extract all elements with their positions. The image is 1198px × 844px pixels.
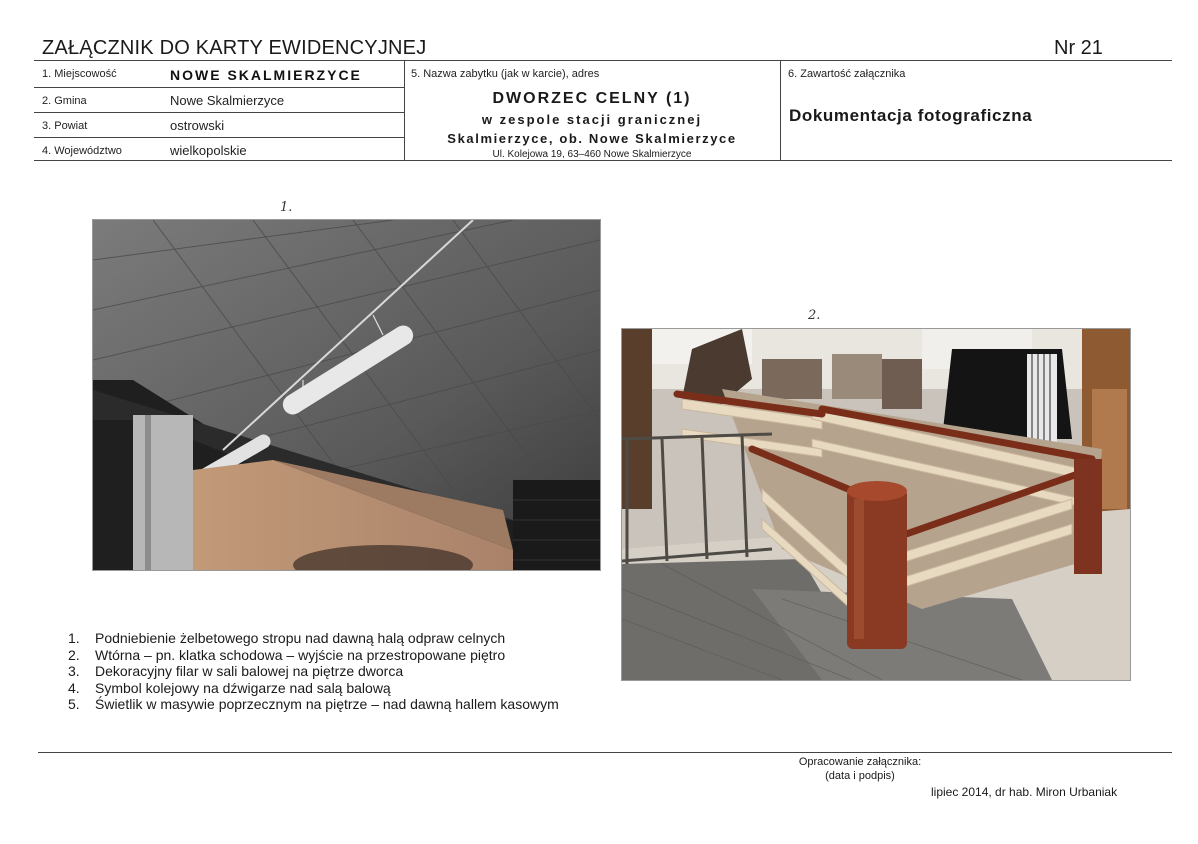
- caption-item: 3. Dekoracyjny filar w sali balowej na piętrze dworca: [68, 663, 404, 679]
- footer-divider: [38, 752, 1172, 753]
- field-miejscowosc-label: 1. Miejscowość: [42, 68, 117, 80]
- monument-address: Ul. Kolejowa 19, 63–460 Nowe Skalmierzyce: [492, 149, 692, 160]
- attachment-number: Nr 21: [1054, 37, 1103, 59]
- field-miejscowosc-value: NOWE SKALMIERZYCE: [170, 67, 362, 83]
- date-signature-label: (data i podpis): [825, 770, 895, 782]
- field-wojewodztwo-value: wielkopolskie: [170, 143, 247, 158]
- page-title: ZAŁĄCZNIK DO KARTY EWIDENCYJNEJ: [42, 37, 427, 59]
- field-powiat-label: 3. Powiat: [42, 120, 88, 132]
- caption-item: 4. Symbol kolejowy na dźwigarze nad salą balową: [68, 679, 391, 696]
- column-divider: [780, 60, 781, 160]
- field-wojewodztwo-label: 4. Województwo: [42, 145, 122, 157]
- photo-1-number: 1.: [280, 200, 293, 215]
- field-gmina-label: 2. Gmina: [42, 95, 87, 107]
- row-divider: [34, 112, 404, 113]
- photo-staircase: [621, 328, 1131, 681]
- monument-location: Skalmierzyce, ob. Nowe Skalmierzyce: [447, 131, 737, 146]
- table-top-border: [34, 60, 1172, 61]
- row-divider: [34, 87, 404, 88]
- photo-captions-list: [68, 630, 559, 713]
- field-gmina-value: Nowe Skalmierzyce: [170, 93, 285, 108]
- monument-label: 5. Nazwa zabytku (jak w karcie), adres: [411, 68, 600, 80]
- caption-item: 1. Podniebienie żelbetowego stropu nad dawną halą odpraw celnych: [68, 630, 506, 646]
- prepared-by-label: Opracowanie załącznika:: [798, 756, 922, 768]
- table-bottom-border: [34, 160, 1172, 161]
- monument-name: DWORZEC CELNY (1): [492, 90, 692, 107]
- row-divider: [34, 137, 404, 138]
- caption-item: 5. Świetlik w masywie poprzecznym na piętrze – nad dawną hallem kasowym: [68, 696, 559, 712]
- field-powiat-value: ostrowski: [170, 118, 225, 133]
- photo-ceiling: [92, 219, 601, 571]
- caption-item: 2. Wtórna – pn. klatka schodowa – wyjście na przestropowane piętro: [68, 646, 506, 663]
- attachment-content-label: 6. Zawartość załącznika: [788, 68, 906, 80]
- photo-2-number: 2.: [808, 308, 821, 323]
- monument-complex: w zespole stacji granicznej: [481, 112, 703, 127]
- signature: lipiec 2014, dr hab. Miron Urbaniak: [931, 785, 1118, 799]
- attachment-content-value: Dokumentacja fotograficzna: [789, 106, 1033, 125]
